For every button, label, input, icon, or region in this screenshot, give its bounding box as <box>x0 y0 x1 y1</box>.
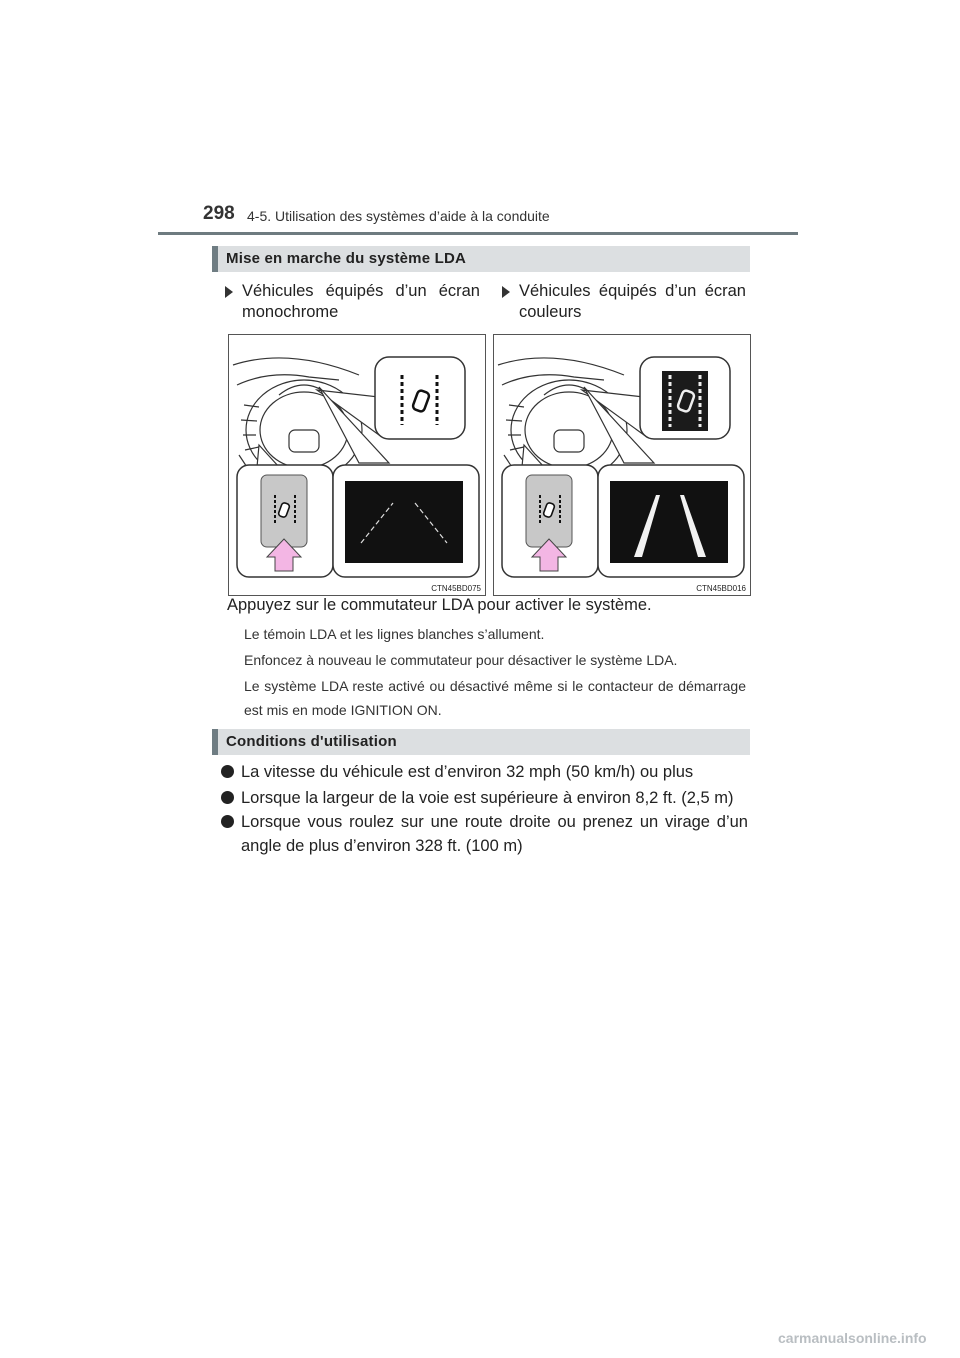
illustration-color <box>493 334 751 596</box>
condition-item <box>221 810 748 858</box>
triangle-bullet-icon <box>225 286 233 298</box>
variant-line2: monochrome <box>242 303 339 321</box>
triangle-bullet-icon <box>502 286 510 298</box>
note-line: Le système LDA reste activé ou désactivé même si le contacteur de démarrage est mis en mode IGNITION ON. <box>244 678 746 718</box>
illustration-monochrome <box>228 334 486 596</box>
section-title: Mise en marche du système LDA <box>226 250 467 267</box>
bullet-dot-icon <box>221 765 234 778</box>
section-title: Conditions d'utilisation <box>226 733 397 750</box>
note-line: Le témoin LDA et les lignes blanches s’allument. <box>244 626 545 642</box>
variant-line1: Véhicules équipés d’un écran <box>242 282 480 300</box>
condition-item <box>221 760 748 784</box>
condition-item <box>221 786 748 810</box>
condition-text: Lorsque la largeur de la voie est supérieure à environ 8,2 ft. (2,5 m) <box>241 789 734 807</box>
page-number: 298 <box>203 203 235 224</box>
section-heading-activation <box>212 246 750 272</box>
header-rule <box>158 232 798 235</box>
running-header: 4-5. Utilisation des systèmes d’aide à la conduite <box>247 208 550 224</box>
instruction-text: Appuyez sur le commutateur LDA pour activer le système. <box>227 596 652 614</box>
watermark: carmanualsonline.info <box>778 1330 927 1346</box>
condition-text: La vitesse du véhicule est d’environ 32 mph (50 km/h) ou plus <box>241 763 694 781</box>
bullet-dot-icon <box>221 791 234 804</box>
variant-line1: Véhicules équipés d’un écran <box>519 282 746 300</box>
illustration-code: CTN45BD016 <box>696 584 746 593</box>
dashboard-diagram-icon <box>229 335 487 597</box>
bullet-dot-icon <box>221 815 234 828</box>
note-line: Enfoncez à nouveau le commutateur pour désactiver le système LDA. <box>244 652 678 668</box>
condition-text: Lorsque vous roulez sur une route droite ou prenez un virage d’un angle de plus d’environ 328 ft. (100 m) <box>241 813 748 855</box>
illustration-code: CTN45BD075 <box>431 584 481 593</box>
variant-line2: couleurs <box>519 303 582 321</box>
section-heading-conditions <box>212 729 750 755</box>
dashboard-diagram-icon <box>494 335 752 597</box>
